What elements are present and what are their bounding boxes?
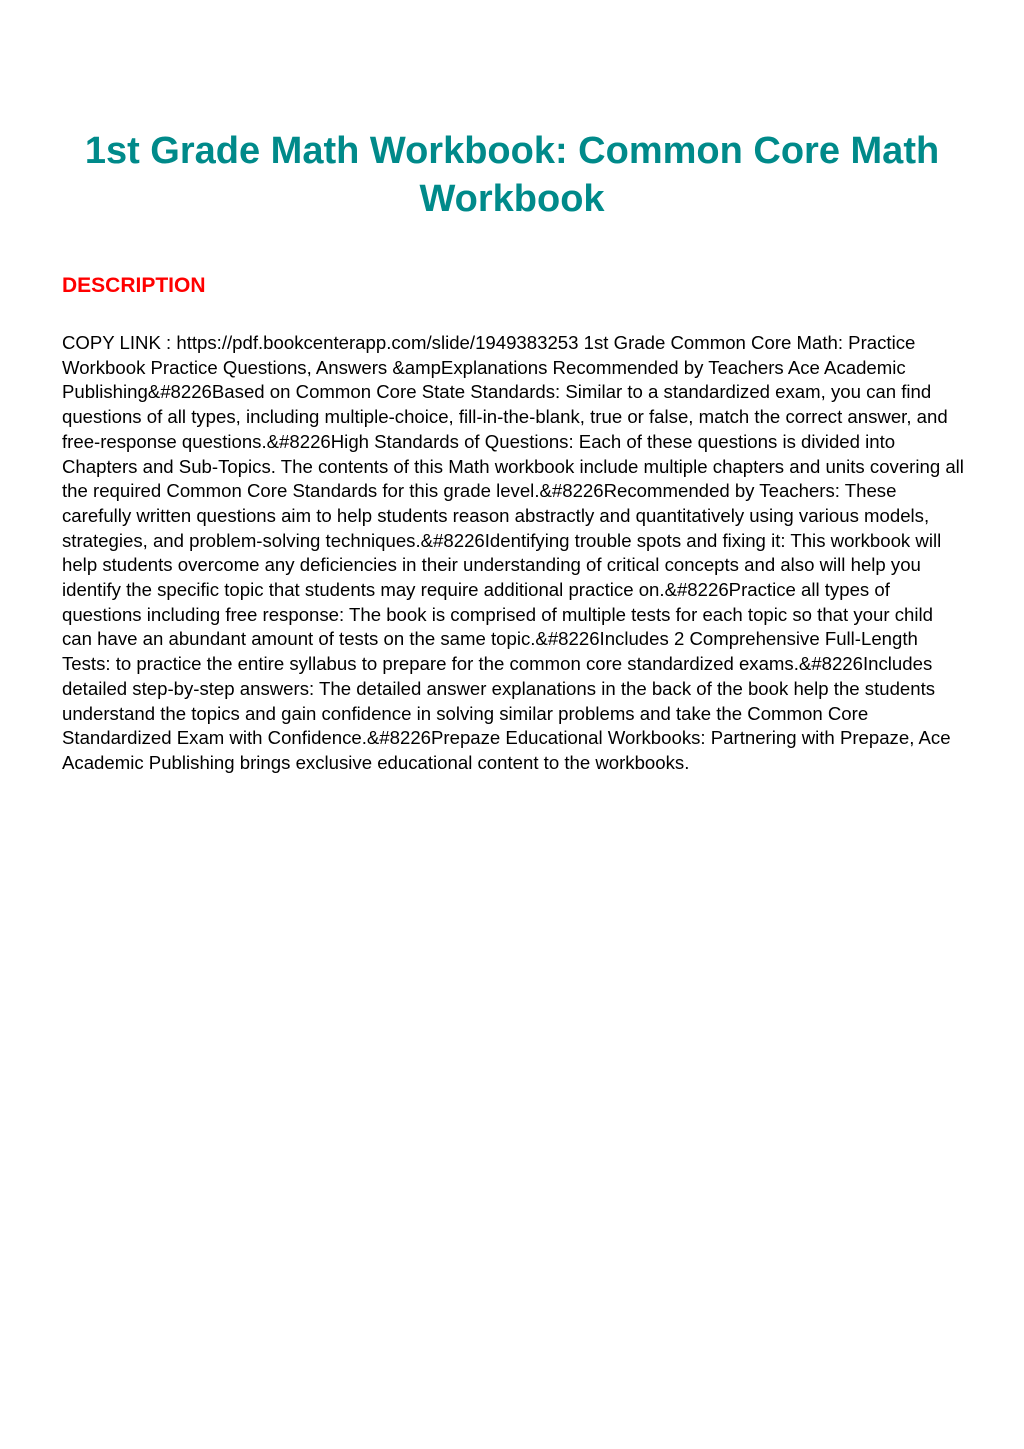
document-title: 1st Grade Math Workbook: Common Core Math Workbook xyxy=(84,130,940,220)
description-heading: DESCRIPTION xyxy=(62,274,206,297)
description-text: COPY LINK : https://pdf.bookcenterapp.com/slide/1949383253 1st Grade Common Core Math: Practice Workbook Practice Questions, Answers &ampExplanations Recommended by Teachers Ace Academic Publishing&#8226Based on Common Core State Standards: Similar to a standardized exam, you can find questions of all types, including multiple-choice, fill-in-the-blank, true or false, match the correct answer, and free-response questions.&#8226High Standards of Questions: Each of these questions is divided into Chapters and Sub-Topics. The contents of this Math workbook include multiple chapters and units covering all the required Common Core Standards for this grade level.&#8226Recommended by Teachers: These carefully written questions aim to help students reason abstractly and quantitatively using various models, strategies, and problem-solving techniques.&#8226Identifying trouble spots and fixing it: This workbook will help students overcome any deficiencies in their understanding of critical concepts and also will help you identify the specific topic that students may require additional practice on.&#8226Practice all types of questions including free response: The book is comprised of multiple tests for each topic so that your child can have an abundant amount of tests on the same topic.&#8226Includes 2 Comprehensive Full-Length Tests: to practice the entire syllabus to prepare for the common core standardized exams.&#8226Includes detailed step-by-step answers: The detailed answer explanations in the back of the book help the students understand the topics and gain confidence in solving similar problems and take the Common Core Standardized Exam with Confidence.&#8226Prepaze Educational Workbooks: Partnering with Prepaze, Ace Academic Publishing brings exclusive educational content to the workbooks. xyxy=(62,332,964,773)
